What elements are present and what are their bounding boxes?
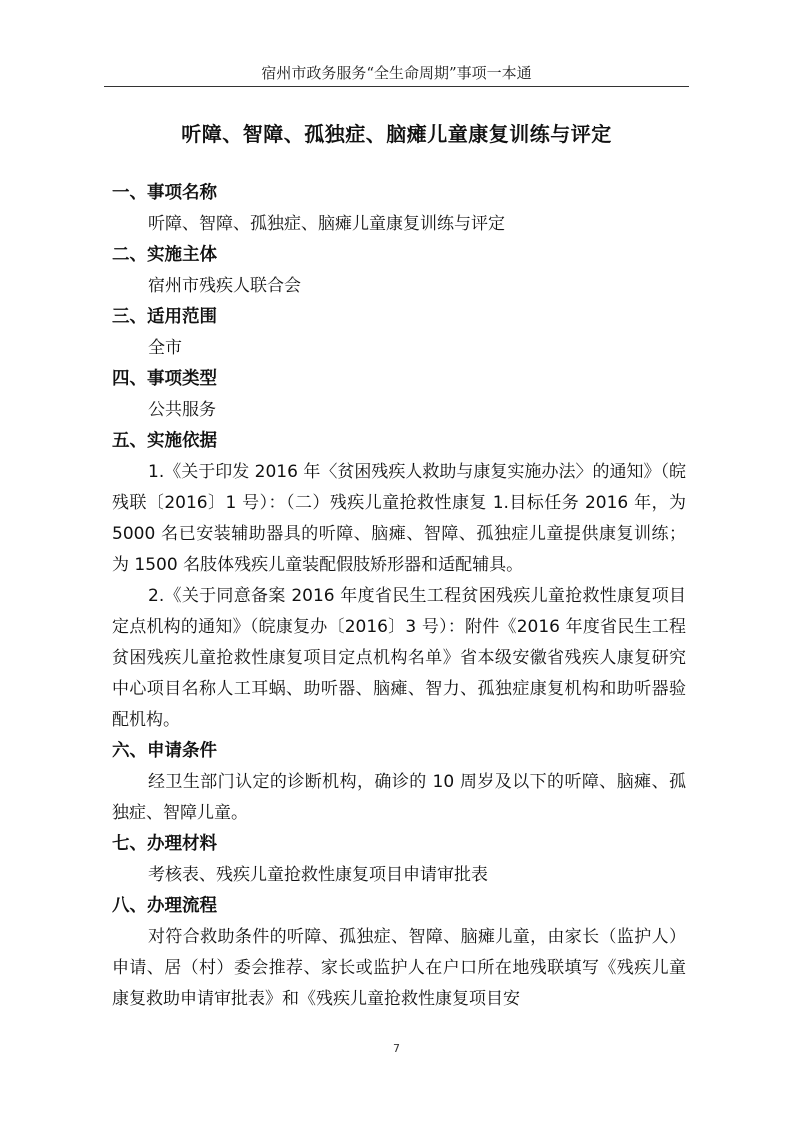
section-heading: 八、办理流程 (112, 896, 217, 916)
section-heading: 六、申请条件 (112, 741, 217, 761)
section-item-name (112, 178, 686, 240)
section-heading: 二、实施主体 (112, 245, 217, 265)
section-paragraph: 经卫生部门认定的诊断机构，确诊的 10 周岁及以下的听障、脑瘫、孤独症、智障儿童。 (112, 772, 686, 823)
section-required-materials (112, 829, 686, 891)
section-paragraph: 考核表、残疾儿童抢救性康复项目申请审批表 (148, 865, 488, 885)
section-paragraph: 宿州市残疾人联合会 (148, 276, 301, 296)
section-heading: 三、适用范围 (112, 307, 217, 327)
section-process (112, 891, 686, 1015)
running-header: 宿州市政务服务“全生命周期”事项一本通 (261, 64, 532, 82)
section-paragraph: 对符合救助条件的听障、孤独症、智障、脑瘫儿童，由家长（监护人）申请、居（村）委会推荐、家长或监护人在户口所在地残联填写《残疾儿童康复救助申请审批表》和《残疾儿童抢救性康复项目安 (112, 927, 686, 1009)
section-application-conditions (112, 736, 686, 829)
section-paragraph: 公共服务 (148, 400, 216, 420)
section-paragraph: 2.《关于同意备案 2016 年度省民生工程贫困残疾儿童抢救性康复项目定点机构的通知》（皖康复办〔2016〕3 号）：附件《2016 年度省民生工程贫困残疾儿童抢救性康复项目定点机构名单》省本级安徽省残疾人康复研究中心项目名称人工耳蜗、助听器、脑瘫、智力、孤独症康复机构和助听器验配机构。 (112, 586, 686, 730)
document-title: 听障、智障、孤独症、脑瘫儿童康复训练与评定 (181, 122, 612, 146)
section-heading: 五、实施依据 (112, 431, 217, 451)
section-legal-basis (112, 426, 686, 736)
section-heading: 四、事项类型 (112, 369, 217, 389)
page-number: 7 (393, 1042, 400, 1055)
section-paragraph: 全市 (148, 338, 182, 358)
section-paragraph: 听障、智障、孤独症、脑瘫儿童康复训练与评定 (148, 214, 505, 234)
section-paragraph: 1.《关于印发 2016 年〈贫困残疾人救助与康复实施办法〉的通知》（皖残联〔2016〕1 号）：（二）残疾儿童抢救性康复 1.目标任务 2016 年，为 5000 名已安装辅助器具的听障、脑瘫、智障、孤独症儿童提供康复训练；为 1500 名肢体残疾儿童装配假肢矫形器和适配辅具。 (112, 462, 686, 575)
section-item-type (112, 364, 686, 426)
section-heading: 七、办理材料 (112, 834, 217, 854)
header-rule (104, 86, 689, 87)
document-body (112, 178, 686, 1015)
section-implementing-body (112, 240, 686, 302)
section-scope (112, 302, 686, 364)
section-heading: 一、事项名称 (112, 183, 217, 203)
